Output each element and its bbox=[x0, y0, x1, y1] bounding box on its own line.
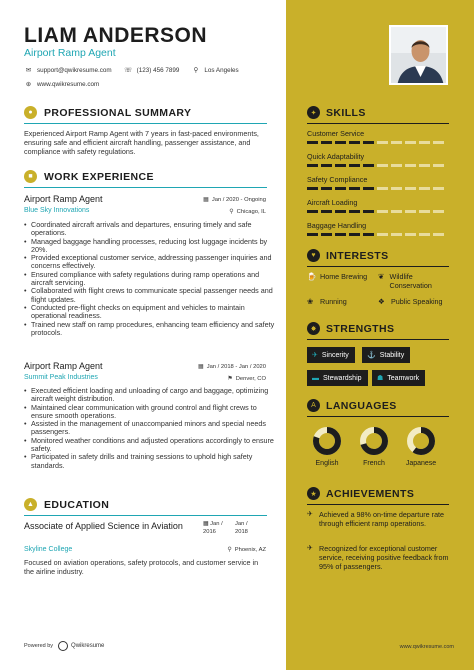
user-icon: ● bbox=[24, 106, 37, 119]
interests-heading bbox=[307, 249, 389, 262]
job-role: Airport Ramp Agent bbox=[24, 194, 103, 204]
strength-tag bbox=[307, 370, 368, 386]
list-item: • Ensured compliance with safety regulations during ramp operations and aircraft servicing. bbox=[24, 271, 276, 288]
skills-divider bbox=[307, 123, 449, 124]
list-item: • Conducted pre-flight checks on equipment and vehicles to maintain operational readiness. bbox=[24, 304, 276, 321]
achievements-title: ACHIEVEMENTS bbox=[326, 487, 415, 500]
rating-segment bbox=[433, 233, 444, 236]
skill-item bbox=[307, 152, 449, 167]
rating-segment bbox=[363, 187, 374, 190]
pin-icon: ⚲ bbox=[227, 547, 232, 553]
job-location: ⚲ Chicago, IL bbox=[229, 209, 266, 215]
rating-segment bbox=[335, 187, 346, 190]
job-company[interactable]: Summit Peak Industries bbox=[24, 374, 98, 381]
rating-segment bbox=[433, 210, 444, 213]
education-dates: ▦ Jan / 2016 bbox=[203, 521, 223, 535]
languages-title: LANGUAGES bbox=[326, 399, 397, 412]
skill-rating bbox=[307, 164, 449, 167]
interest-label: Running bbox=[320, 297, 347, 306]
rating-segment bbox=[321, 164, 332, 167]
rating-segment bbox=[391, 187, 402, 190]
interests-divider bbox=[307, 266, 449, 267]
rating-segment bbox=[391, 141, 402, 144]
language-name: French bbox=[363, 460, 385, 467]
achievements-divider bbox=[307, 504, 449, 505]
rating-segment bbox=[321, 141, 332, 144]
rating-segment bbox=[363, 210, 374, 213]
strength-label: Stability bbox=[379, 351, 405, 359]
rating-segment bbox=[419, 233, 430, 236]
rating-segment bbox=[335, 141, 346, 144]
rating-segment bbox=[321, 187, 332, 190]
team-icon: ☗ bbox=[377, 375, 384, 382]
language-icon: A bbox=[307, 399, 320, 412]
rating-segment bbox=[377, 187, 388, 190]
list-item: • Assisted in the management of unaccompanied minors and special needs passengers. bbox=[24, 420, 276, 437]
interests-title: INTERESTS bbox=[326, 249, 389, 262]
rating-segment bbox=[363, 164, 374, 167]
strength-label: Sincerity bbox=[321, 351, 349, 359]
list-item: • Collaborated with flight crews to communicate special passenger needs and flight updates. bbox=[24, 287, 276, 304]
qwikresume-logo-icon bbox=[58, 641, 68, 651]
rating-segment bbox=[433, 141, 444, 144]
footer-brand[interactable]: Qwikresume bbox=[71, 643, 105, 649]
list-item: • Coordinated aircraft arrivals and departures, ensuring timely and safe operations. bbox=[24, 221, 276, 238]
email-text[interactable]: support@qwikresume.com bbox=[37, 66, 112, 74]
paw-icon: ❀ bbox=[307, 297, 314, 306]
job-dates: ▦ Jan / 2018 - Jan / 2020 bbox=[198, 364, 266, 370]
graduation-cap-icon: ▲ bbox=[24, 498, 37, 511]
skill-item bbox=[307, 198, 449, 213]
strength-tag bbox=[307, 347, 355, 363]
calendar-icon: ▦ bbox=[203, 521, 209, 527]
language-ring bbox=[359, 426, 389, 456]
rating-segment bbox=[349, 187, 360, 190]
plane-icon: ✈ bbox=[307, 511, 313, 518]
education-school[interactable]: Skyline College bbox=[24, 546, 73, 553]
rating-segment bbox=[377, 164, 388, 167]
globe-icon: ⊕ bbox=[25, 81, 32, 88]
experience-divider bbox=[24, 187, 267, 188]
rating-segment bbox=[321, 233, 332, 236]
website-row bbox=[24, 80, 99, 88]
rating-segment bbox=[307, 187, 318, 190]
rating-segment bbox=[377, 210, 388, 213]
rating-segment bbox=[307, 164, 318, 167]
job-company[interactable]: Blue Sky Innovations bbox=[24, 207, 90, 214]
rating-segment bbox=[363, 141, 374, 144]
rating-segment bbox=[349, 141, 360, 144]
gear-icon: ✸ bbox=[307, 322, 320, 335]
rating-segment bbox=[405, 187, 416, 190]
rating-segment bbox=[419, 210, 430, 213]
rating-segment bbox=[321, 210, 332, 213]
job-location: ⚑ Denver, CO bbox=[227, 376, 266, 382]
skill-item bbox=[307, 129, 449, 144]
phone-text: (123) 456 7899 bbox=[136, 66, 180, 74]
speech-icon: ❖ bbox=[378, 297, 385, 306]
education-location: ⚲ Phoenix, AZ bbox=[227, 547, 266, 553]
list-item: • Trained new staff on ramp procedures, enhancing team efficiency and safety protocols. bbox=[24, 321, 276, 338]
rating-segment bbox=[307, 210, 318, 213]
rating-segment bbox=[405, 210, 416, 213]
person-photo-icon bbox=[391, 27, 448, 85]
interest-item bbox=[378, 297, 443, 306]
pin-icon: ⚲ bbox=[229, 209, 234, 215]
skill-rating bbox=[307, 141, 449, 144]
plane-icon: ✈ bbox=[312, 352, 318, 359]
anchor-icon: ⚓ bbox=[367, 352, 376, 359]
rating-segment bbox=[349, 164, 360, 167]
language-item bbox=[307, 426, 347, 467]
interest-label: Public Speaking bbox=[391, 297, 443, 306]
skill-item bbox=[307, 221, 449, 236]
lightbulb-icon: ✦ bbox=[307, 106, 320, 119]
summary-heading bbox=[24, 106, 191, 119]
candidate-name: LIAM ANDERSON bbox=[24, 24, 208, 47]
rating-segment bbox=[405, 141, 416, 144]
leaf-icon: ❦ bbox=[378, 272, 385, 281]
interest-item bbox=[307, 272, 367, 281]
list-item: • Managed baggage handling processes, reducing lost luggage incidents by 20%. bbox=[24, 238, 276, 255]
language-name: Japanese bbox=[405, 460, 437, 467]
list-item: • Participated in safety drills and training sessions to uphold high safety standards. bbox=[24, 453, 276, 470]
education-text: Focused on aviation operations, safety protocols, and customer service in the airline industry. bbox=[24, 558, 259, 576]
strengths-title: STRENGTHS bbox=[326, 322, 395, 335]
pin-icon: ⚑ bbox=[227, 376, 233, 382]
skill-name: Customer Service bbox=[307, 129, 365, 138]
languages-divider bbox=[307, 416, 449, 417]
language-item bbox=[354, 426, 394, 467]
job-bullets bbox=[24, 221, 276, 337]
location-text: Los Angeles bbox=[204, 66, 239, 74]
summary-divider bbox=[24, 123, 267, 124]
rating-segment bbox=[405, 233, 416, 236]
footer-website[interactable]: www.qwikresume.com bbox=[399, 644, 454, 650]
email-icon: ✉ bbox=[25, 67, 32, 74]
job-title: Airport Ramp Agent bbox=[24, 47, 116, 59]
interest-label: Wildlife Conservation bbox=[389, 272, 432, 290]
skills-heading bbox=[307, 106, 366, 119]
strength-tag bbox=[372, 370, 425, 386]
skill-name: Baggage Handling bbox=[307, 221, 367, 230]
education-title: EDUCATION bbox=[44, 498, 110, 511]
list-item: • Maintained clear communication with ground control and flight crews to ensure smooth operations. bbox=[24, 404, 276, 421]
avatar bbox=[389, 25, 448, 85]
experience-title: WORK EXPERIENCE bbox=[44, 170, 154, 183]
language-name: English bbox=[315, 460, 339, 467]
language-ring bbox=[312, 426, 342, 456]
achievement-text: Recognized for exceptional customer service, receiving positive feedback from 95% of passengers. bbox=[319, 544, 449, 571]
strength-label: Stewardship bbox=[323, 374, 362, 382]
rating-segment bbox=[335, 164, 346, 167]
summary-title: PROFESSIONAL SUMMARY bbox=[44, 106, 192, 119]
education-dates-end: Jan / 2018 bbox=[235, 521, 248, 535]
trophy-icon: ★ bbox=[307, 487, 320, 500]
interest-item bbox=[307, 297, 347, 306]
job-dates: ▦ Jan / 2020 - Ongoing bbox=[203, 197, 266, 203]
rating-segment bbox=[391, 233, 402, 236]
list-item: • Monitored weather conditions and adjusted operations accordingly to ensure safety. bbox=[24, 437, 276, 454]
languages-heading bbox=[307, 399, 397, 412]
rating-segment bbox=[335, 210, 346, 213]
skill-rating bbox=[307, 210, 449, 213]
education-heading bbox=[24, 498, 109, 511]
rating-segment bbox=[307, 233, 318, 236]
rating-segment bbox=[433, 187, 444, 190]
strengths-heading bbox=[307, 322, 394, 335]
experience-heading bbox=[24, 170, 154, 183]
job-role: Airport Ramp Agent bbox=[24, 361, 103, 371]
beer-icon: 🍺 bbox=[307, 272, 317, 281]
skill-rating bbox=[307, 233, 449, 236]
rating-segment bbox=[391, 164, 402, 167]
interest-item bbox=[378, 272, 448, 290]
calendar-icon: ▦ bbox=[203, 197, 209, 203]
location-icon: ⚲ bbox=[193, 67, 199, 74]
rating-segment bbox=[307, 141, 318, 144]
rating-segment bbox=[335, 233, 346, 236]
rating-segment bbox=[377, 141, 388, 144]
achievement-item bbox=[307, 510, 452, 528]
education-degree: Associate of Applied Science in Aviation bbox=[24, 521, 183, 531]
skill-name: Aircraft Loading bbox=[307, 198, 358, 207]
strengths-divider bbox=[307, 339, 449, 340]
rating-segment bbox=[433, 164, 444, 167]
language-item bbox=[401, 426, 441, 467]
achievement-text: Achieved a 98% on-time departure rate through efficient ramp operations. bbox=[319, 510, 445, 528]
rating-segment bbox=[419, 164, 430, 167]
briefcase-icon: ■ bbox=[24, 170, 37, 183]
strength-tag bbox=[362, 347, 410, 363]
interest-label: Home Brewing bbox=[320, 272, 368, 281]
rating-segment bbox=[391, 210, 402, 213]
website-text[interactable]: www.qwikresume.com bbox=[37, 80, 100, 88]
list-item: • Executed efficient loading and unloading of cargo and baggage, optimizing aircraft weight distribution. bbox=[24, 387, 276, 404]
skill-item bbox=[307, 175, 449, 190]
footer bbox=[24, 641, 104, 651]
rating-segment bbox=[349, 210, 360, 213]
id-card-icon: ▬ bbox=[312, 374, 319, 382]
skill-name: Safety Compliance bbox=[307, 175, 368, 184]
list-item: • Provided exceptional customer service, addressing passenger inquiries and concerns effectively. bbox=[24, 254, 276, 271]
contact-row bbox=[24, 66, 239, 74]
education-divider bbox=[24, 515, 267, 516]
skills-title: SKILLS bbox=[326, 106, 366, 119]
strength-label: Teamwork bbox=[387, 374, 420, 382]
language-ring bbox=[406, 426, 436, 456]
phone-icon: ☏ bbox=[124, 67, 133, 74]
rating-segment bbox=[349, 233, 360, 236]
powered-by-label: Powered by bbox=[24, 643, 54, 649]
rating-segment bbox=[405, 164, 416, 167]
achievement-item bbox=[307, 544, 452, 571]
achievements-heading bbox=[307, 487, 414, 500]
skill-rating bbox=[307, 187, 449, 190]
rating-segment bbox=[363, 233, 374, 236]
heart-icon: ♥ bbox=[307, 249, 320, 262]
rating-segment bbox=[419, 141, 430, 144]
rating-segment bbox=[419, 187, 430, 190]
rating-segment bbox=[377, 233, 388, 236]
summary-text: Experienced Airport Ramp Agent with 7 years in fast-paced environments, ensuring safe and efficient aircraft handling, passenger assistance, and compliance with safety regulations. bbox=[24, 129, 259, 156]
skill-name: Quick Adaptability bbox=[307, 152, 365, 161]
plane-icon: ✈ bbox=[307, 545, 313, 552]
job-bullets bbox=[24, 387, 276, 470]
calendar-icon: ▦ bbox=[198, 364, 204, 370]
